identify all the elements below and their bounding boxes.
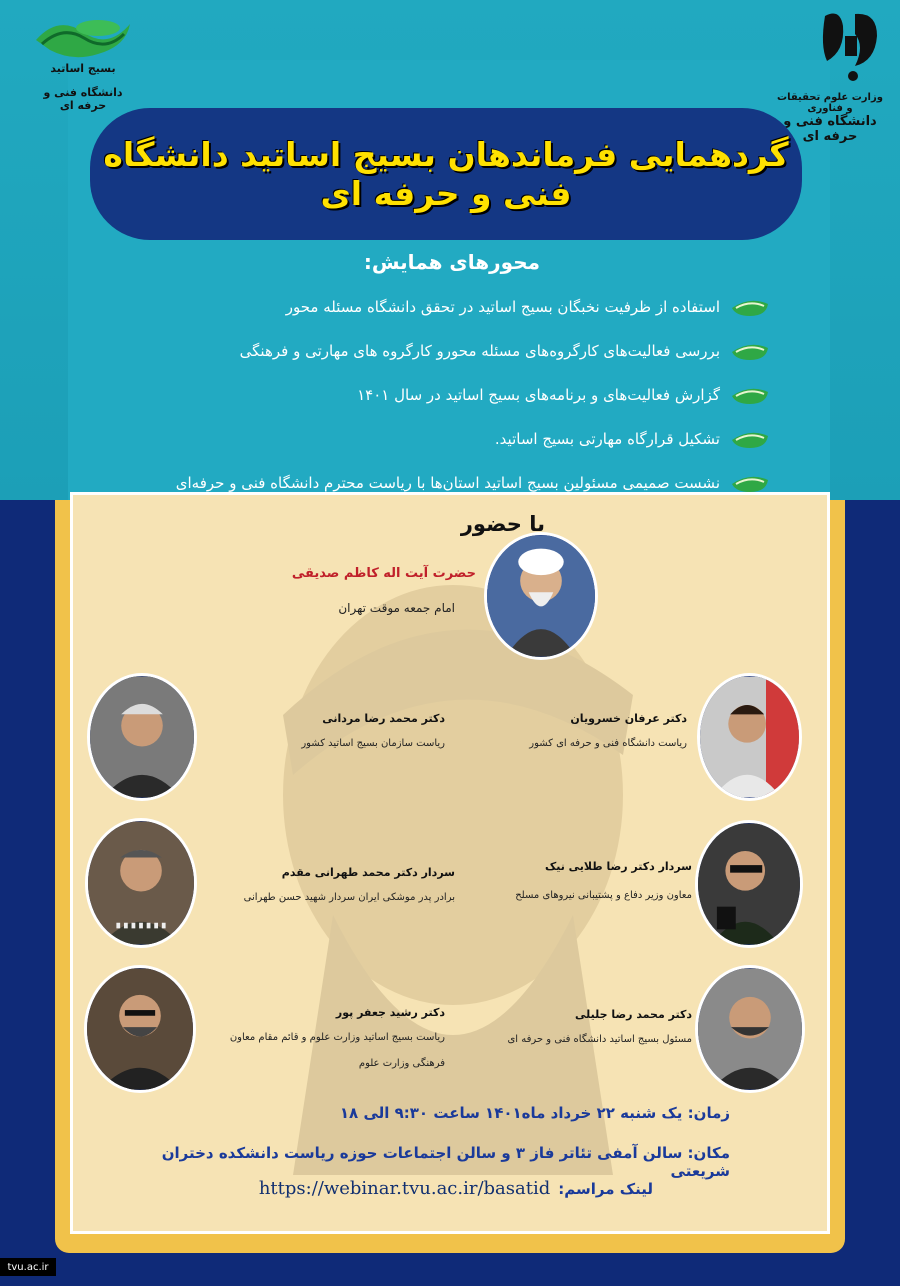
portrait-placeholder-icon [698, 823, 800, 945]
basij-logo-caption-2: دانشگاه فنی و حرفه ای [43, 86, 123, 112]
axis-text: گزارش فعالیت‌های و برنامه‌های بسیج اساتید در سال ۱۴۰۱ [357, 386, 720, 404]
portrait-placeholder-icon [88, 821, 194, 945]
event-link-label: لینک مراسم: [558, 1180, 653, 1198]
event-link[interactable]: https://webinar.tvu.ac.ir/basatid [258, 1178, 551, 1199]
title-banner [90, 108, 802, 240]
axes-list [110, 285, 770, 505]
guest-photo [87, 673, 197, 801]
portrait-placeholder-icon [90, 676, 194, 798]
portrait-placeholder-icon [698, 968, 802, 1090]
guest-photo [695, 820, 803, 948]
axis-text: استفاده از ظرفیت نخبگان بسیج اساتید در تحقق دانشگاه مسئله محور [285, 298, 720, 316]
guest-role: ریاست سازمان بسیج اساتید کشور [301, 738, 445, 749]
guest-name: دکتر عرفان خسرویان [570, 712, 687, 725]
green-scarf-icon [730, 426, 770, 452]
guest-role: برادر پدر موشکی ایران سردار شهید حسن طهرانی [243, 892, 455, 903]
event-link-line [259, 1178, 653, 1199]
guest-photo [695, 965, 805, 1093]
guest-name: سردار دکتر محمد طهرانی مقدم [281, 866, 455, 879]
portrait-placeholder-icon [700, 676, 799, 798]
main-guest-role: امام جمعه موقت تهران [338, 601, 455, 615]
guest-name: دکتر محمد رضا مردانی [322, 712, 445, 725]
guest-role: ریاست بسیج اساتید وزارت علوم و قائم مقام معاون [229, 1032, 445, 1043]
main-guest-name: حضرت آیت اله کاظم صدیقی [291, 566, 476, 581]
axes-heading: محورهای همایش: [363, 250, 540, 274]
portrait-placeholder-icon [87, 968, 193, 1090]
portrait-placeholder-icon [487, 535, 595, 657]
basij-emblem-icon [28, 10, 138, 70]
axis-text: بررسی فعالیت‌های کارگروه‌های مسئله محورو کارگروه های مهارتی و فرهنگی [239, 342, 720, 360]
footer-site-badge[interactable]: tvu.ac.ir [0, 1258, 56, 1276]
guest-role: مسئول بسیج اساتید دانشگاه فنی و حرفه ای [507, 1034, 692, 1045]
tvu-logo-caption-2: دانشگاه فنی و حرفه ای [783, 114, 877, 144]
axis-item [110, 417, 770, 461]
event-time: زمان: یک شنبه ۲۲ خرداد ماه۱۴۰۱ ساعت ۹:۳۰ الی ۱۸ [339, 1104, 730, 1122]
axis-item [110, 285, 770, 329]
main-guest-photo [484, 532, 598, 660]
guest-photo [84, 965, 196, 1093]
guest-name: دکتر محمد رضا جلیلی [575, 1008, 692, 1021]
basij-logo-caption-1: بسیج اساتید [50, 62, 116, 75]
guest-role: فرهنگی وزارت علوم [358, 1058, 445, 1069]
axis-item [110, 329, 770, 373]
guest-role: معاون وزیر دفاع و پشتیبانی نیروهای مسلح [515, 890, 692, 901]
tvu-emblem-icon [815, 6, 885, 86]
background-portrait-illustration [213, 535, 683, 1175]
guest-role: ریاست دانشگاه فنی و حرفه ای کشور [529, 738, 687, 749]
guest-name: دکتر رشید جعفر پور [335, 1006, 445, 1019]
axis-text: تشکیل قرارگاه مهارتی بسیج اساتید. [494, 430, 720, 448]
page-title: گردهمایی فرماندهان بسیج اساتید دانشگاه فنی و حرفه ای [103, 135, 789, 213]
presence-heading: با حضور [460, 512, 545, 536]
green-scarf-icon [730, 382, 770, 408]
event-place: مکان: سالن آمفی تئاتر فاز ۳ و سالن اجتماعات حوزه ریاست دانشکده دختران شریعتی [161, 1144, 730, 1180]
axis-item [110, 373, 770, 417]
basij-logo [28, 10, 138, 110]
guest-photo [85, 818, 197, 948]
axis-text: نشست صمیمی مسئولین بسیج اساتید استان‌ها با ریاست محترم دانشگاه فنی و حرفه‌ای [175, 474, 720, 492]
green-scarf-icon [730, 294, 770, 320]
guest-photo [697, 673, 802, 801]
tvu-logo [775, 6, 885, 144]
green-scarf-icon [730, 338, 770, 364]
guest-name: سردار دکتر رضا طلایی نیک [544, 860, 692, 873]
tvu-logo-caption-1: وزارت علوم تحقیقات و فناوری [777, 92, 883, 114]
